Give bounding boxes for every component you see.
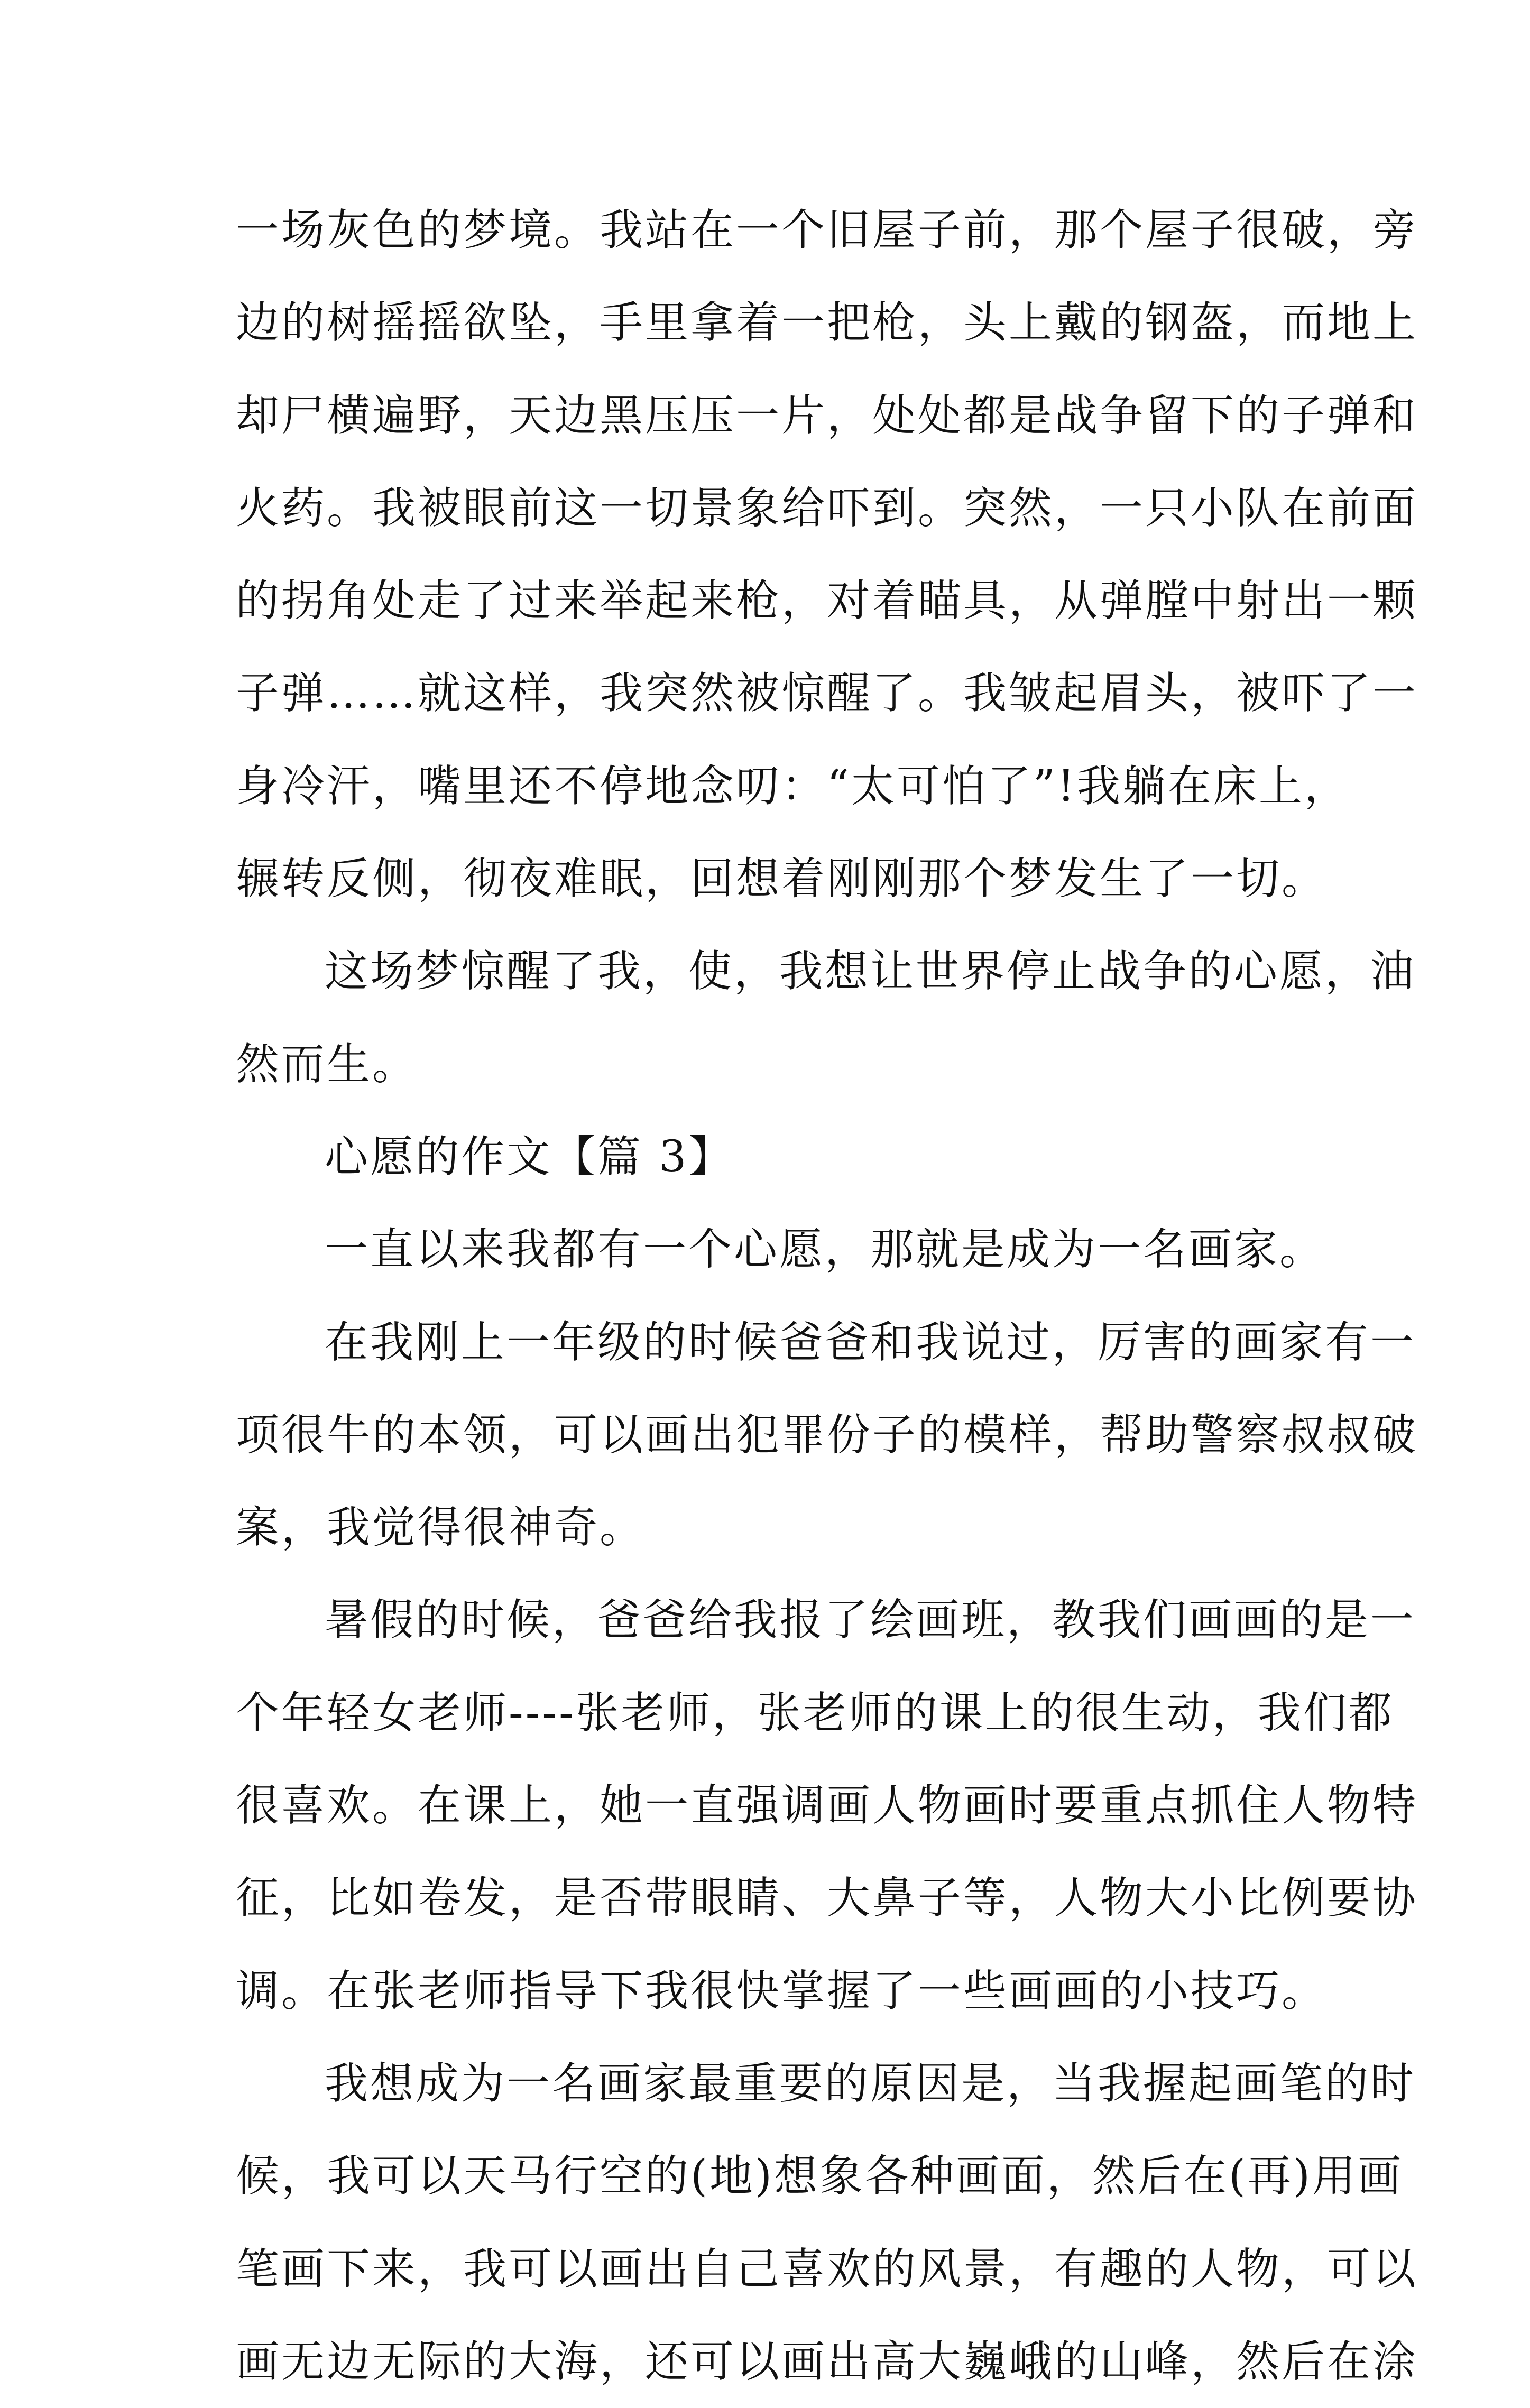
text-line: 辗转反侧，彻夜难眠，回想着刚刚那个梦发生了一切。: [236, 854, 1328, 905]
text-line: 画无边无际的大海，还可以画出高大巍峨的山峰，然后在涂: [236, 2336, 1418, 2387]
text-column: [236, 184, 1418, 2408]
text-line: 案，我觉得很神奇。: [236, 1502, 646, 1553]
text-line: 然而生。: [236, 1039, 418, 1090]
text-line: 个年轻女老师----张老师，张老师的课上的很生动，我们都: [236, 1687, 1394, 1738]
text-line: 子弹……就这样，我突然被惊醒了。我皱起眉头，被吓了一: [236, 668, 1418, 719]
text-line: 笔画下来，我可以画出自己喜欢的风景，有趣的人物，可以: [236, 2244, 1418, 2294]
text-line: 项很牛的本领，可以画出犯罪份子的模样，帮助警察叔叔破: [236, 1409, 1418, 1460]
paragraph-start-line: 暑假的时候，爸爸给我报了绘画班，教我们画画的是一: [325, 1595, 1416, 1646]
paragraph-start-line: 一直以来我都有一个心愿，那就是成为一名画家。: [325, 1224, 1325, 1275]
text-line: 火药。我被眼前这一切景象给吓到。突然，一只小队在前面: [236, 483, 1418, 533]
text-line: 一场灰色的梦境。我站在一个旧屋子前，那个屋子很破，旁: [236, 205, 1418, 255]
text-line: 边的树摇摇欲坠，手里拿着一把枪，头上戴的钢盔，而地上: [236, 298, 1418, 348]
text-line: 身冷汗，嘴里还不停地念叨：“太可怕了”!我躺在床上，: [236, 761, 1350, 811]
text-line: 调。在张老师指导下我很快掌握了一些画画的小技巧。: [236, 1966, 1328, 2016]
text-line: 却尸横遍野，天边黑压压一片，处处都是战争留下的子弹和: [236, 390, 1418, 441]
paragraph-start-line: 在我刚上一年级的时候爸爸和我说过，厉害的画家有一: [325, 1317, 1416, 1368]
paragraph-start-line: 我想成为一名画家最重要的原因是，当我握起画笔的时: [325, 2058, 1416, 2109]
text-line: 征，比如卷发，是否带眼睛、大鼻子等，人物大小比例要协: [236, 1873, 1418, 1924]
text-line: 很喜欢。在课上，她一直强调画人物画时要重点抓住人物特: [236, 1780, 1418, 1831]
text-line: 候，我可以天马行空的(地)想象各种画面，然后在(再)用画: [236, 2151, 1403, 2202]
paragraph-start-line: 这场梦惊醒了我，使，我想让世界停止战争的心愿，油: [325, 946, 1416, 997]
section-heading: 心愿的作文【篇 3】: [325, 1131, 734, 1182]
text-line: 的拐角处走了过来举起来枪，对着瞄具，从弹膛中射出一颗: [236, 576, 1418, 626]
